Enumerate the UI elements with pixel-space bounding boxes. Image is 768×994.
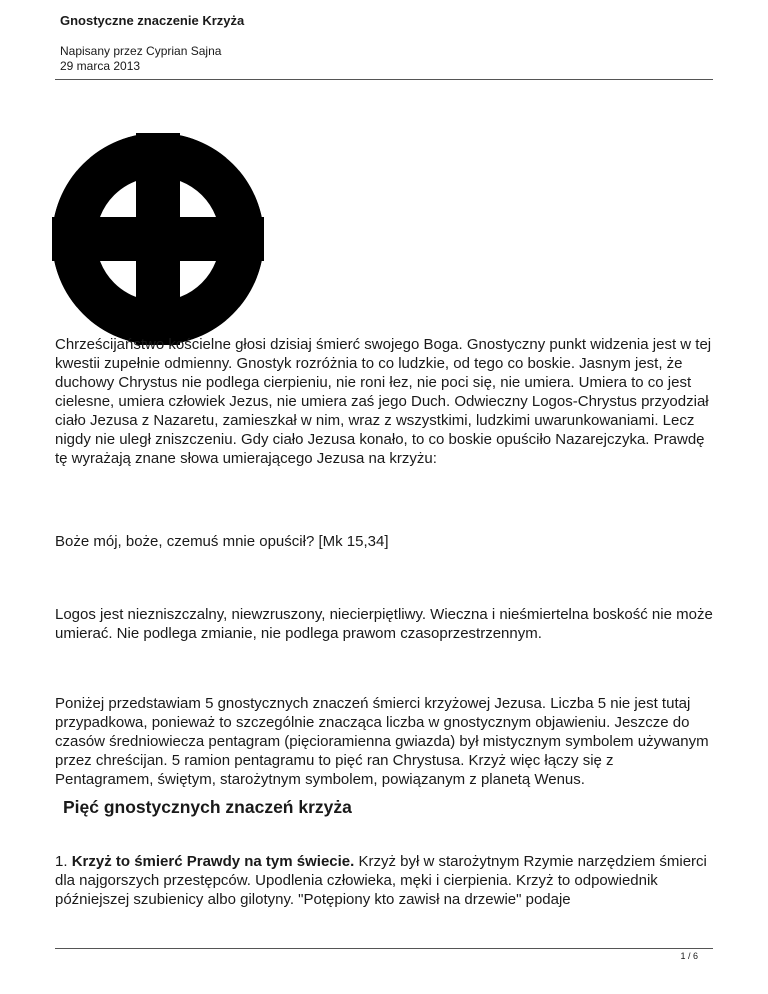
cross-horizontal-bar bbox=[52, 217, 264, 261]
item-text: Krzyż był w starożytnym Rzymie narzędziem śmierci dla najgorszych przestępców. Upodlenia człowieka, męki i cierpienia. Krzyż to odpowiednik późniejszej szubienicy albo gilotyny. "Potępiony kto zawisł na drzewie" podaje bbox=[55, 853, 707, 908]
sun-cross-icon bbox=[52, 133, 264, 345]
document-meta bbox=[60, 44, 221, 74]
section-heading: Pięć gnostycznych znaczeń krzyża bbox=[63, 797, 352, 817]
paragraph-quote: Boże mój, boże, czemuś mnie opuścił? [Mk 15,34] bbox=[55, 533, 389, 550]
footer-divider bbox=[55, 948, 713, 949]
author-line: Napisany przez Cyprian Sajna bbox=[60, 44, 222, 58]
header-divider bbox=[55, 79, 713, 80]
list-item bbox=[55, 852, 715, 909]
paragraph-intro: Chrześcijaństwo kościelne głosi dzisiaj śmierć swojego Boga. Gnostyczny punkt widzenia jest w tej kwestii zupełnie odmienny. Gnostyk rozróżnia to co ludzkie, od tego co boskie. Jasnym jest, że duchowy Chrystus nie podlega cierpieniu, nie roni łez, nie poci się, nie umiera. Umiera to co jest cielesne, umiera człowiek Jezus, nie umiera zaś jego Duch. Odwieczny Logos-Chrystus przyodział ciało Jezusa z Nazaretu, zamieszkał w nim, wraz z wszystkimi, ludzkimi uwarunkowaniami. Lecz nigdy nie uległ zniszczeniu. Gdy ciało Jezusa konało, to co boskie opuściło Nazarejczyka. Prawdę tę wyrażają znane słowa umierającego Jezusa na krzyżu: bbox=[55, 336, 712, 467]
item-number: 1. bbox=[55, 853, 68, 870]
date-line: 29 marca 2013 bbox=[60, 59, 141, 73]
paragraph-logos: Logos jest niezniszczalny, niewzruszony, niecierpiętliwy. Wieczna i nieśmiertelna boskość nie może umierać. Nie podlega zmianie, nie podlega prawom czasoprzestrzennym. bbox=[55, 606, 713, 642]
paragraph-pentagram: Poniżej przedstawiam 5 gnostycznych znaczeń śmierci krzyżowej Jezusa. Liczba 5 nie jest tutaj przypadkowa, ponieważ to szczególnie znacząca liczba w gnostycznym objawieniu. Jeszcze do czasów średniowiecza pentagram (pięcioramienna gwiazda) był mistycznym symbolem używanym przez chreścijan. 5 ramion pentagramu to pięć ran Chrystusa. Krzyż więc łączy się z Pentagramem, świętym, starożytnym symbolem, powiązanym z planetą Wenus. bbox=[55, 695, 709, 788]
item-title: Krzyż to śmierć Prawdy na tym świecie. bbox=[71, 853, 355, 870]
page-number: 1 / 6 bbox=[680, 951, 698, 961]
document-title: Gnostyczne znaczenie Krzyża bbox=[60, 13, 245, 28]
